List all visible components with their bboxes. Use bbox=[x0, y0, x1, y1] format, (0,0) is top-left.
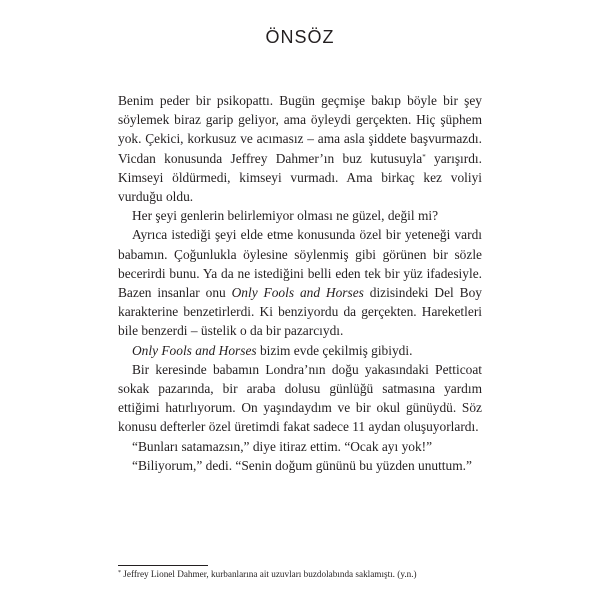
text-run: Benim peder bir psikopattı. Bugün geçmişe bakıp böyle bir şey söylemek biraz garip geliyor, ama öyleydi gerçekten. Hiç şüphem yok. Çekici, korkusuz ve acımasız – ama asla şiddete başvurmazdı. Vicdan konusunda Jeffrey Dahmer’ın buz kutusuyla bbox=[118, 93, 482, 166]
text-run: “Bunları satamazsın,” diye itiraz ettim. “Ocak ayı yok!” bbox=[132, 438, 433, 454]
text-run: yarışırdı. Kimseyi öldürmedi, kimseyi vurmadı. Ama birkaç kez voliyi vurduğu oldu. bbox=[118, 150, 482, 205]
text-run: Her şeyi genlerin belirlemiyor olması ne güzel, değil mi? bbox=[132, 208, 439, 224]
footnote-reference: * bbox=[422, 152, 426, 161]
italic-title: Only Fools and Horses bbox=[231, 285, 364, 301]
body-text bbox=[118, 91, 482, 475]
paragraph bbox=[118, 341, 482, 360]
footnote-text: Jeffrey Lionel Dahmer, kurbanlarına ait uzuvları buzdolabında saklamıştı. (y.n.) bbox=[121, 569, 417, 579]
footnote-divider bbox=[118, 565, 208, 566]
text-run: dizisindeki Del Boy karakterine benzetirlerdi. Ki benziyordu da gerçekten. Hareketleri bile benzerdi – üstelik o da bir pazarcıydı. bbox=[118, 285, 482, 339]
paragraph bbox=[118, 360, 482, 437]
text-run: Bir keresinde babamın Londra’nın doğu yakasındaki Petticoat sokak pazarında, bir araba dolusu günlüğü satmasına yardım ettiğimi hatırlıyorum. On yaşındaydım ve bir okul günüydü. Söz konusu defterler özel üretimdi fakat sadece 11 aydan oluşuyorlardı. bbox=[118, 361, 482, 435]
paragraph bbox=[118, 206, 482, 225]
chapter-title: ÖNSÖZ bbox=[265, 27, 335, 48]
text-run: bizim evde çekilmiş gibiydi. bbox=[256, 342, 413, 358]
paragraph bbox=[118, 456, 482, 475]
italic-title: Only Fools and Horses bbox=[132, 342, 257, 358]
text-run: Ayrıca istediği şeyi elde etme konusunda özel bir yeteneği vardı babamın. Çoğunlukla öylesine söylenmiş gibi görünen bir sözle becerirdi bunu. Ya da ne istediğini belli eden tek bir yüz ifadesiyle. Bazen insanlar onu bbox=[118, 227, 482, 301]
paragraph bbox=[118, 225, 482, 340]
footnote-marker: * bbox=[118, 570, 121, 576]
text-run: “Biliyorum,” dedi. “Senin doğum gününü bu yüzden unuttum.” bbox=[132, 457, 472, 473]
paragraph bbox=[118, 437, 482, 456]
footnote bbox=[118, 568, 498, 581]
paragraph bbox=[118, 91, 482, 206]
